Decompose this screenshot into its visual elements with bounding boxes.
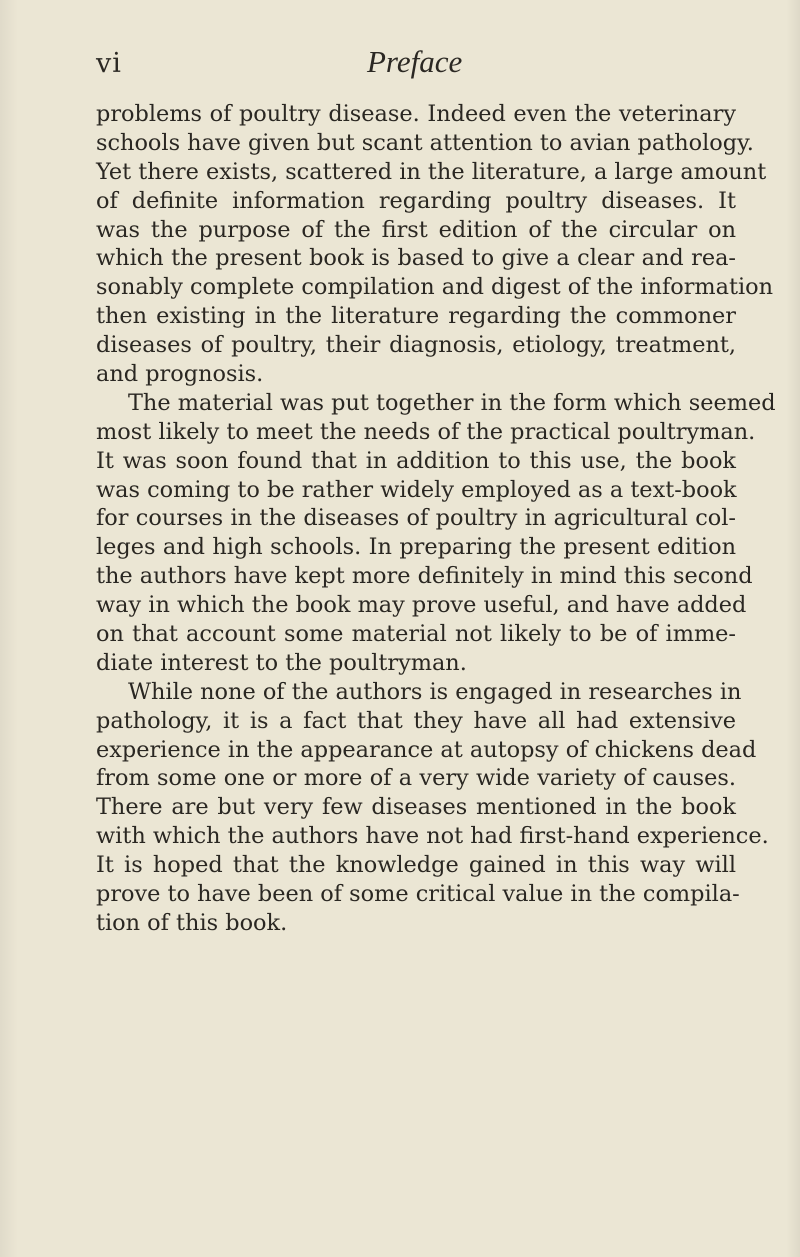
text-line: experience in the appearance at autopsy of chickens dead <box>96 736 757 763</box>
paragraph <box>96 678 769 938</box>
text-line: It was soon found that in addition to this use, the book <box>96 447 736 474</box>
paragraph <box>96 100 774 389</box>
page-number: vi <box>96 48 122 79</box>
text-line: While none of the authors is engaged in researches in <box>128 678 742 705</box>
text-line: which the present book is based to give a clear and rea- <box>96 245 736 272</box>
text-line: prove to have been of some critical value in the compila- <box>96 881 740 908</box>
text-line: way in which the book may prove useful, and have added <box>96 592 747 619</box>
text-line: tion of this book. <box>96 909 288 936</box>
text-line: most likely to meet the needs of the practical poultryman. <box>96 418 756 445</box>
text-line: then existing in the literature regarding the commoner <box>96 303 736 330</box>
text-line: of definite information regarding poultry diseases. It <box>96 187 736 214</box>
text-line: on that account some material not likely to be of imme- <box>96 621 736 648</box>
text-line: from some one or more of a very wide variety of causes. <box>96 765 736 792</box>
text-line: for courses in the diseases of poultry in agricultural col- <box>96 505 736 532</box>
text-line: schools have given but scant attention to avian pathology. <box>96 129 754 156</box>
text-line: and prognosis. <box>96 361 264 388</box>
text-line: the authors have kept more definitely in mind this second <box>96 563 753 590</box>
text-line: diate interest to the poultryman. <box>96 649 467 676</box>
text-line: It is hoped that the knowledge gained in this way will <box>96 852 736 879</box>
text-line: leges and high schools. In preparing the present edition <box>96 534 736 561</box>
text-line: sonably complete compilation and digest of the information <box>96 274 774 301</box>
paragraph <box>96 389 776 678</box>
text-line: Yet there exists, scattered in the literature, a large amount <box>96 158 767 185</box>
text-line: pathology, it is a fact that they have all had extensive <box>96 707 736 734</box>
running-title: Preface <box>367 44 463 79</box>
text-line: problems of poultry disease. Indeed even the veterinary <box>96 101 736 127</box>
text-line: was coming to be rather widely employed as a text-book <box>96 476 737 503</box>
text-line: with which the authors have not had first-hand experience. <box>96 823 769 850</box>
text-line: was the purpose of the first edition of the circular on <box>96 216 736 243</box>
text-line: The material was put together in the form which seemed <box>128 389 776 416</box>
text-line: diseases of poultry, their diagnosis, etiology, treatment, <box>96 332 736 359</box>
text-line: There are but very few diseases mentioned in the book <box>96 794 736 821</box>
body-text <box>96 100 776 938</box>
running-head <box>96 44 736 84</box>
